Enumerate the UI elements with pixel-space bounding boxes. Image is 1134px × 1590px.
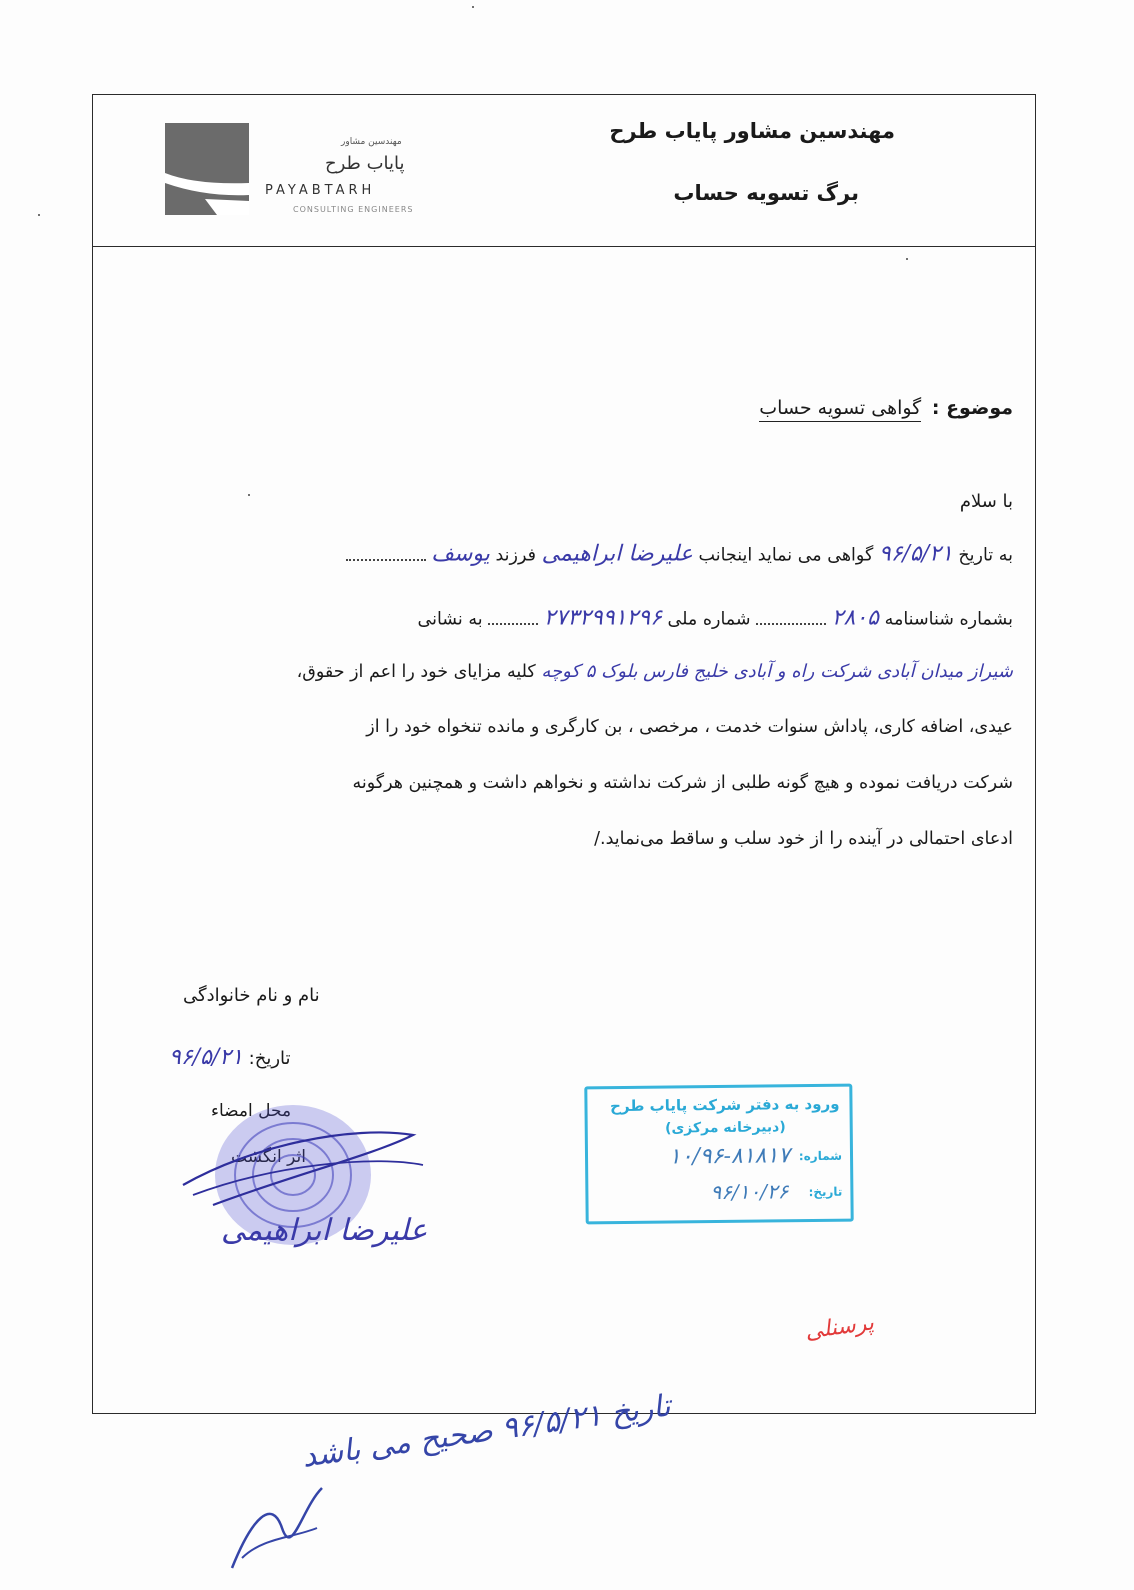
form-frame bbox=[92, 94, 1036, 1414]
handwritten-id-number: ۲۸۰۵ bbox=[831, 605, 879, 631]
text-child-of: فرزند bbox=[495, 545, 536, 566]
form-header bbox=[93, 95, 1035, 247]
dotted-fill bbox=[756, 605, 826, 625]
scan-speck bbox=[248, 494, 250, 496]
text-benefits: کلیه مزایای خود را اعم از حقوق، bbox=[296, 662, 536, 682]
logo-persian-small: مهندسین مشاور bbox=[341, 137, 402, 147]
form-title: برگ تسویه حساب bbox=[673, 181, 859, 205]
greeting: با سلام bbox=[959, 491, 1013, 512]
handwritten-name: علیرضا ابراهیمی bbox=[541, 541, 693, 567]
body-line-6: ادعای احتمالی در آینده را از خود سلب و ساقط می‌نماید./ bbox=[594, 829, 1013, 849]
scan-speck bbox=[906, 258, 908, 260]
company-name: مهندسین مشاور پایاب طرح bbox=[609, 119, 895, 143]
body-line-4: عیدی، اضافه کاری، پاداش سنوات خدمت ، مرخصی ، بن کارگری و مانده تنخواه خود را از bbox=[366, 717, 1013, 737]
text-address: به نشانی bbox=[417, 609, 483, 630]
text-national-number: شماره ملی bbox=[667, 609, 751, 630]
subject-label: موضوع : bbox=[931, 397, 1013, 419]
body-line-3 bbox=[153, 663, 1013, 682]
body-line-5: شرکت دریافت نموده و هیچ گونه طلبی از شرکت نداشته و نخواهم داشت و همچنین هرگونه bbox=[352, 773, 1013, 793]
company-logo bbox=[165, 123, 437, 219]
stamp-title: ورود به دفتر شرکت پایاب طرح bbox=[610, 1094, 840, 1116]
subject-line bbox=[759, 397, 1013, 419]
signature-date bbox=[169, 1045, 291, 1070]
text-date-intro: به تاریخ bbox=[958, 545, 1013, 566]
logo-swoosh-icon bbox=[165, 123, 249, 215]
red-annotation: پرسنلی bbox=[803, 1310, 876, 1345]
handwritten-address: شیراز میدان آبادی شرکت راه و آبادی خلیج فارس بلوک ۵ کوچه bbox=[541, 661, 1013, 682]
scan-speck bbox=[472, 6, 474, 8]
signature-place-label: محل امضاء bbox=[211, 1101, 292, 1121]
stamp-number-label: شماره: bbox=[798, 1148, 843, 1164]
text-certifies: گواهی می نماید اینجانب bbox=[698, 545, 874, 566]
scan-speck bbox=[38, 214, 40, 216]
office-entry-stamp bbox=[584, 1084, 853, 1225]
body-line-2 bbox=[153, 605, 1013, 630]
body-line-1 bbox=[153, 541, 1013, 566]
signature-date-label: تاریخ: bbox=[248, 1048, 291, 1069]
signature-name-label: نام و نام خانوادگی bbox=[183, 985, 320, 1006]
handwritten-signature-name: علیرضا ابراهیمی bbox=[221, 1213, 428, 1248]
dotted-fill bbox=[346, 541, 426, 561]
bottom-handwritten-note: تاریخ ۹۶/۵/۲۱ صحیح می باشد bbox=[300, 1388, 673, 1475]
dotted-fill bbox=[488, 605, 538, 625]
handwritten-father-name: یوسف bbox=[431, 541, 490, 567]
stamp-date-value: ۹۶/۱۰/۲۶ bbox=[710, 1179, 789, 1205]
logo-english-sub: CONSULTING ENGINEERS bbox=[293, 205, 414, 214]
logo-mark-icon bbox=[165, 123, 249, 215]
bottom-signature-scribble-icon bbox=[222, 1478, 332, 1578]
stamp-number-value: ۱۰/۹۶-۸۱۸۱۷ bbox=[668, 1143, 791, 1170]
thumbprint-label: اثر انگشت bbox=[231, 1147, 306, 1167]
text-id-number: بشماره شناسنامه bbox=[884, 609, 1013, 630]
handwritten-date: ۹۶/۵/۲۱ bbox=[878, 541, 953, 567]
handwritten-national-number: ۲۷۳۲۹۹۱۲۹۶ bbox=[543, 605, 662, 631]
stamp-subtitle: (دبیرخانه مرکزی) bbox=[664, 1119, 786, 1137]
subject-value: گواهی تسویه حساب bbox=[759, 397, 921, 422]
stamp-date-label: تاریخ: bbox=[808, 1184, 843, 1200]
signature-date-value: ۹۶/۵/۲۱ bbox=[169, 1045, 243, 1070]
logo-english: PAYABTARH bbox=[265, 183, 376, 198]
logo-persian: پایاب طرح bbox=[325, 153, 405, 174]
